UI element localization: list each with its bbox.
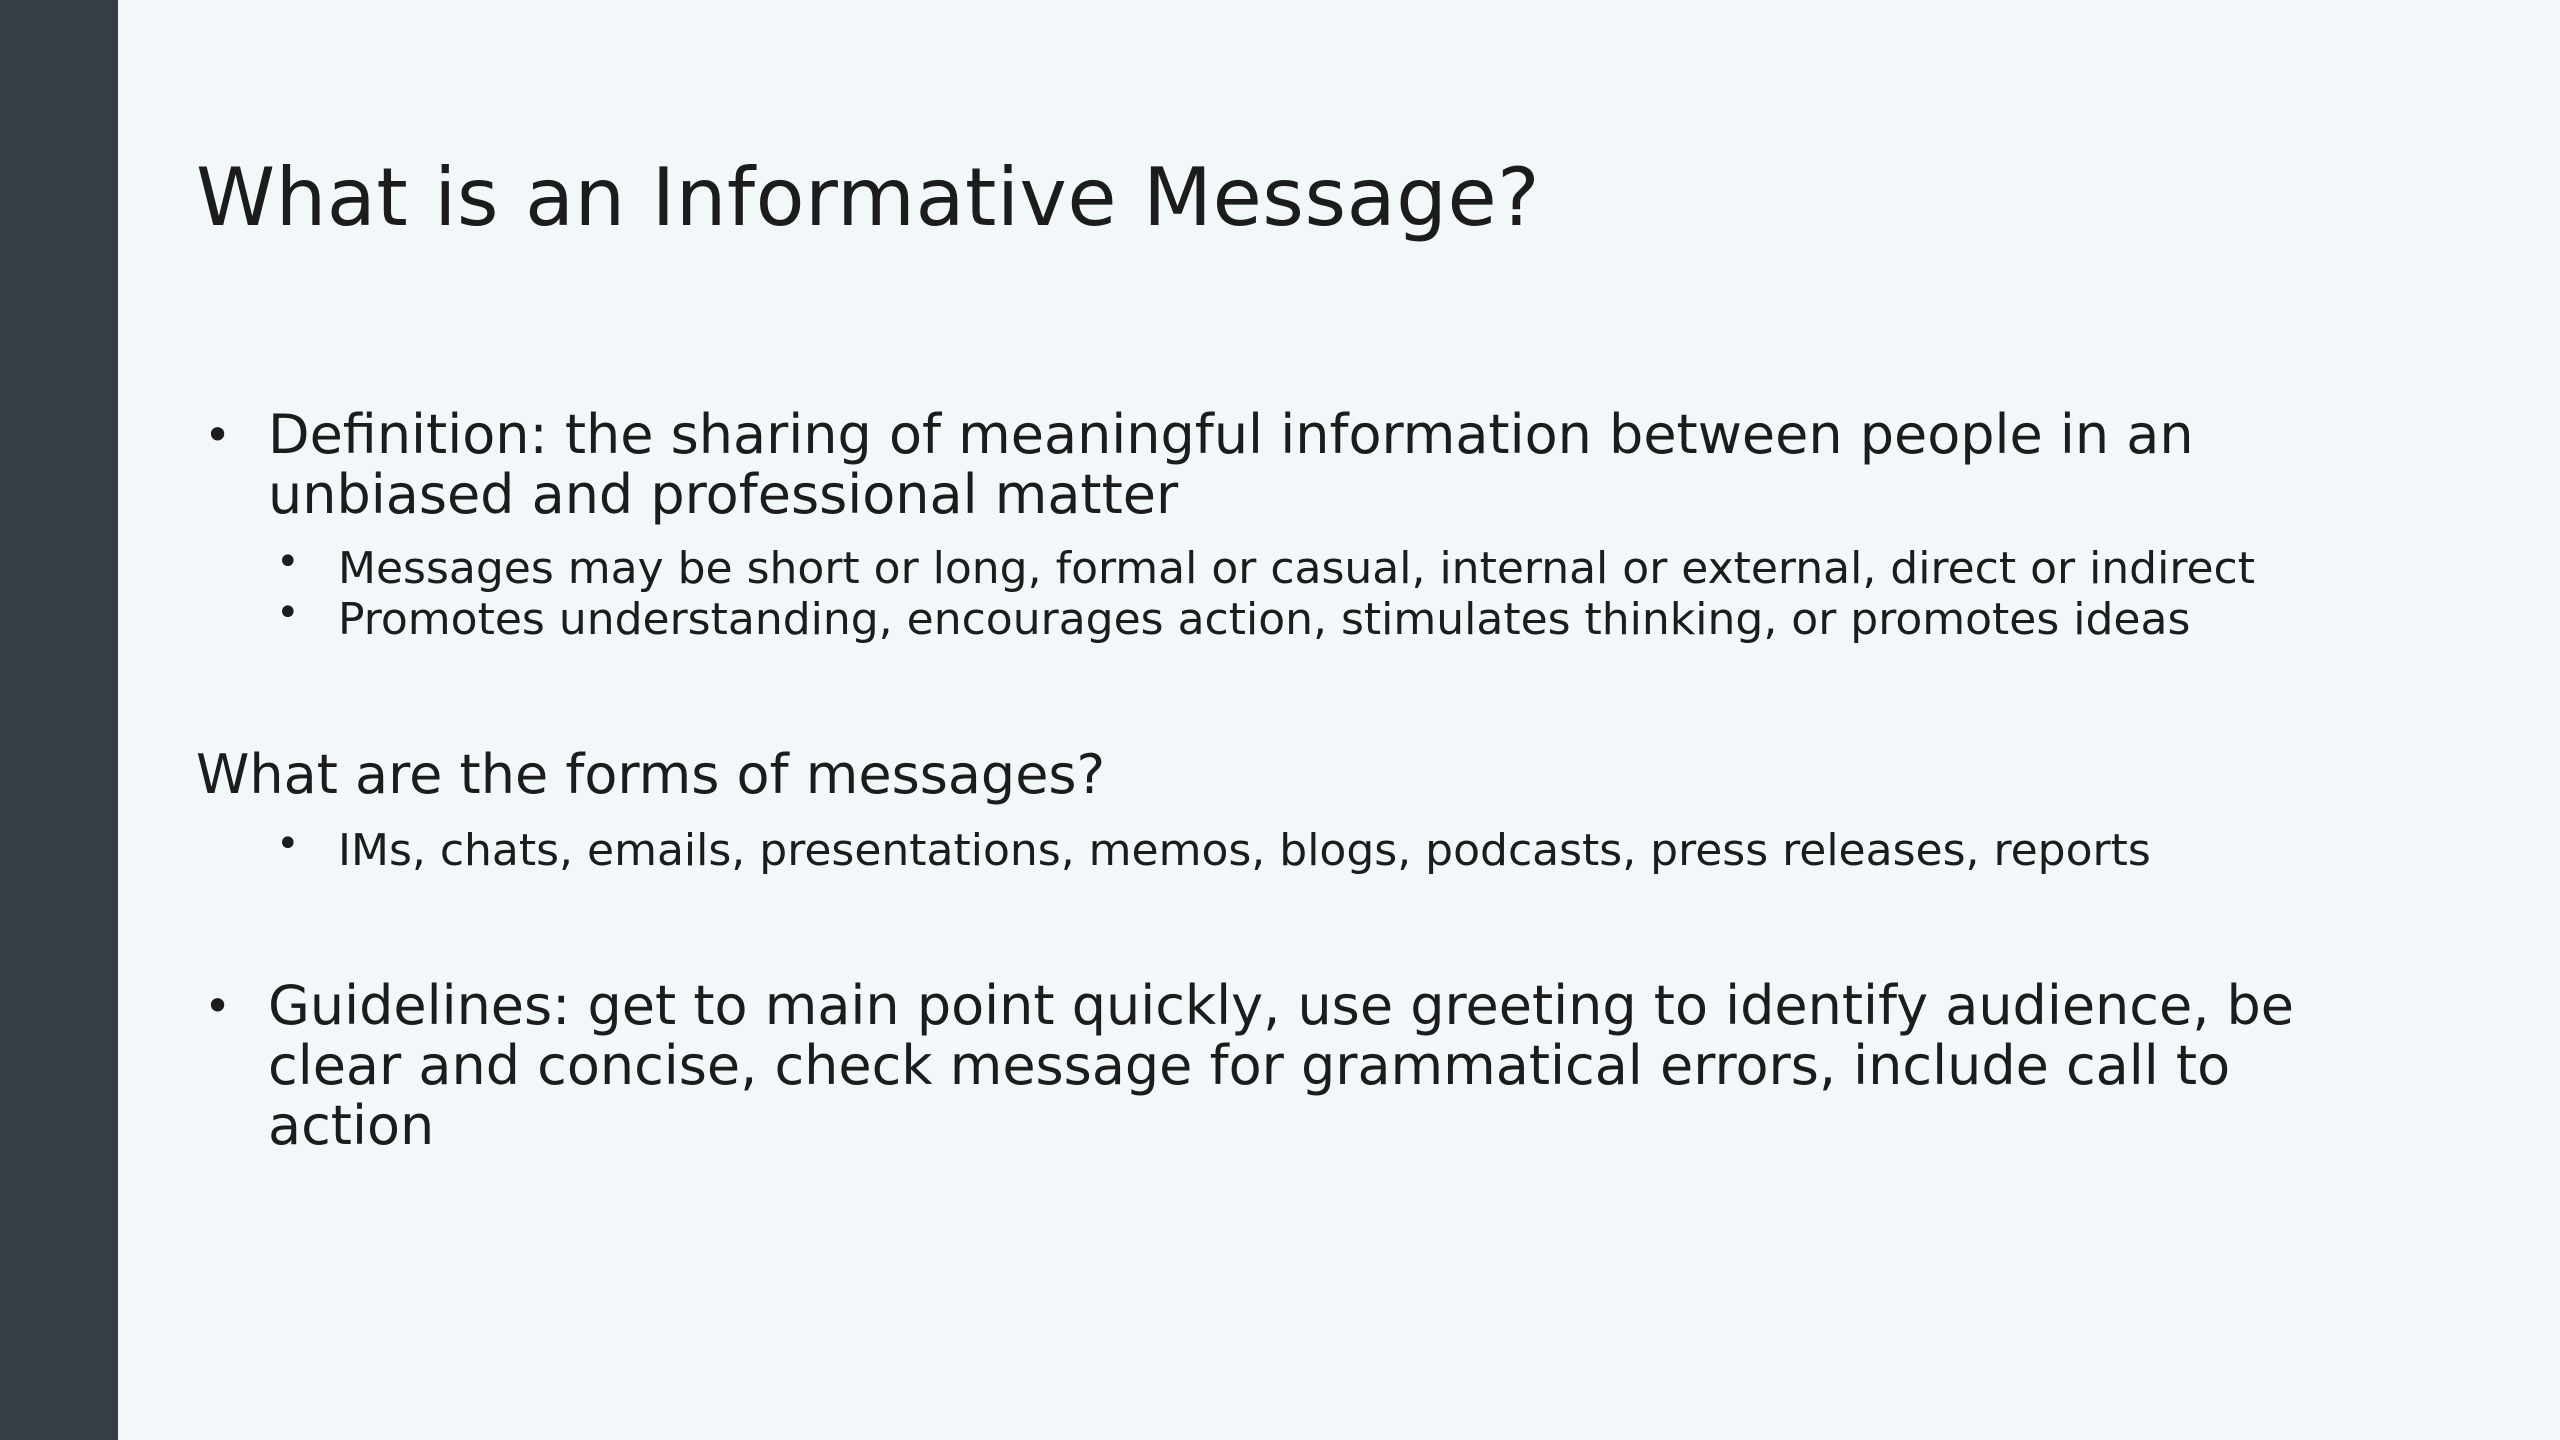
slide-body xyxy=(196,405,2396,1156)
definition-sub-text: Messages may be short or long, formal or casual, internal or external, direct or indirect xyxy=(338,543,2255,594)
definition-sub-list xyxy=(196,539,2396,645)
guidelines-text: Guidelines: get to main point quickly, use greeting to identify audience, be clear and concise, check message for grammatical errors, include call to action xyxy=(268,974,2295,1157)
bullet-icon: • xyxy=(204,408,232,462)
bullet-icon: • xyxy=(276,821,300,867)
definition-sub-item xyxy=(196,590,2396,645)
definition-sub-item xyxy=(196,539,2396,594)
definition-sub-text: Promotes understanding, encourages action, stimulates thinking, or promotes ideas xyxy=(338,594,2191,645)
slide-title: What is an Informative Message? xyxy=(196,151,1541,244)
bullet-icon: • xyxy=(204,979,232,1033)
bullet-icon: • xyxy=(276,590,300,636)
forms-sub-item xyxy=(196,821,2396,876)
forms-sub-text: IMs, chats, emails, presentations, memos, blogs, podcasts, press releases, reports xyxy=(338,825,2151,876)
definition-item xyxy=(196,405,2396,525)
forms-heading: What are the forms of messages? xyxy=(196,743,1106,806)
definition-text: Definition: the sharing of meaningful information between people in an unbiased and professional matter xyxy=(268,403,2194,526)
bullet-icon: • xyxy=(276,539,300,585)
guidelines-item xyxy=(196,976,2396,1156)
side-accent-bar xyxy=(0,0,118,1440)
